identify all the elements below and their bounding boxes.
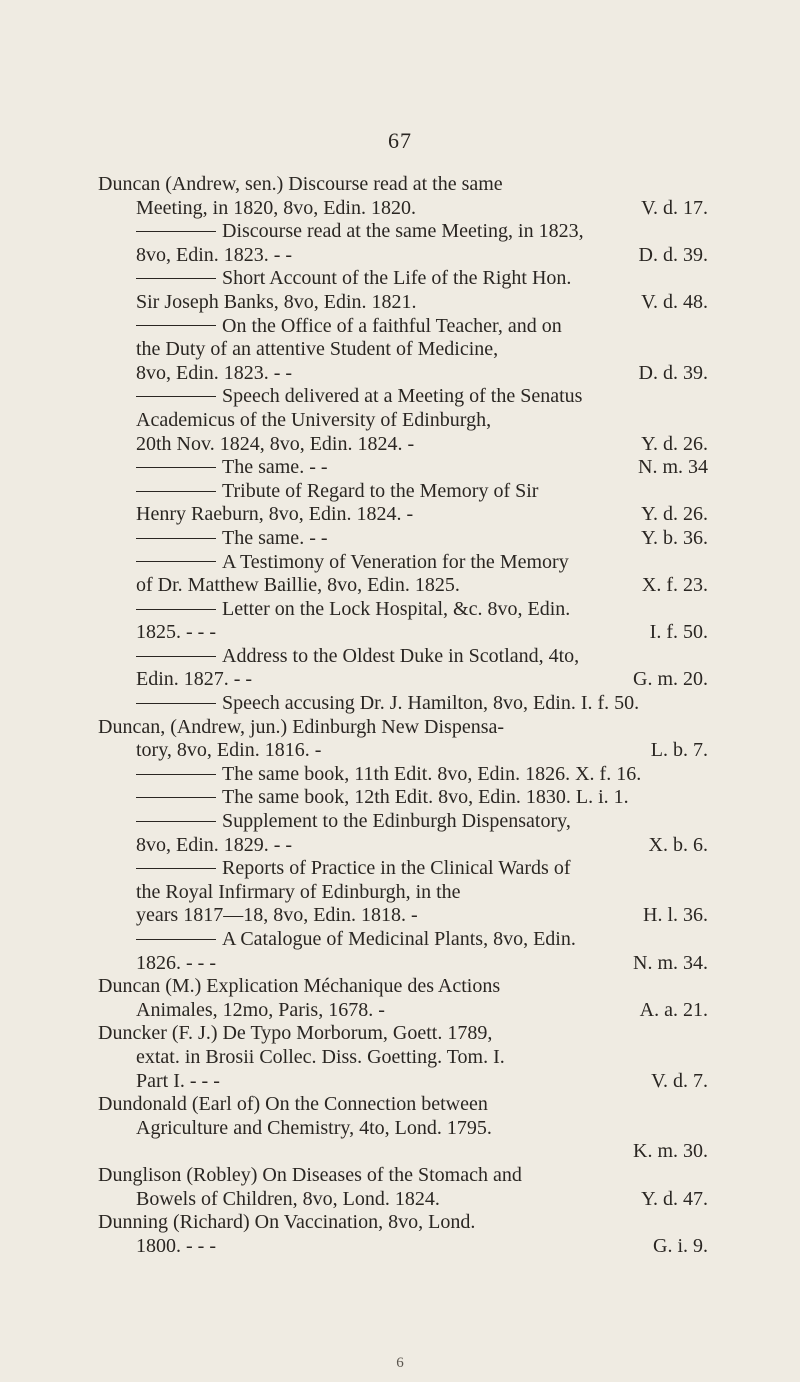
signature-mark: 6 <box>396 1355 404 1371</box>
entry-text: Dundonald (Earl of) On the Connection between <box>98 1093 488 1116</box>
entry-continuation-line <box>98 244 708 268</box>
entry-text: Tribute of Regard to the Memory of Sir <box>222 479 539 502</box>
entry-text: Bowels of Children, 8vo, Lond. 1824. <box>136 1187 440 1210</box>
shelf-mark: X. b. 6. <box>648 833 708 856</box>
catalogue-entry <box>98 857 708 928</box>
catalogue-entry <box>98 763 708 787</box>
entry-text: Duncan, (Andrew, jun.) Edinburgh New Dispensa- <box>98 715 505 738</box>
page-number: 67 <box>388 128 412 153</box>
entry-continuation-line <box>98 1235 708 1259</box>
shelf-mark: Y. d. 26. <box>641 432 708 455</box>
entry-text: Sir Joseph Banks, 8vo, Edin. 1821. <box>136 290 417 313</box>
entry-first-line <box>98 1164 708 1188</box>
catalogue-entry <box>98 975 708 1022</box>
entry-text: The same. - - <box>222 526 328 549</box>
ditto-rule <box>136 821 216 822</box>
entry-first-line <box>98 786 708 810</box>
entry-first-line <box>98 385 708 409</box>
entry-continuation-line <box>98 952 708 976</box>
entry-text: the Royal Infirmary of Edinburgh, in the <box>136 880 461 903</box>
shelf-mark: D. d. 39. <box>638 243 708 266</box>
entry-text: Supplement to the Edinburgh Dispensatory, <box>222 810 571 833</box>
entry-first-line <box>98 315 708 339</box>
entry-first-line <box>98 220 708 244</box>
shelf-mark: H. l. 36. <box>643 904 708 927</box>
ditto-rule <box>136 491 216 492</box>
entry-continuation-line <box>98 197 708 221</box>
shelf-mark: Y. b. 36. <box>641 526 708 549</box>
shelf-mark: L. b. 7. <box>650 739 708 762</box>
entry-text: of Dr. Matthew Baillie, 8vo, Edin. 1825. <box>136 574 460 597</box>
entry-text: Letter on the Lock Hospital, &c. 8vo, Edin. <box>222 597 571 620</box>
entry-text: 1826. - - - <box>136 951 216 974</box>
entry-text: A Testimony of Veneration for the Memory <box>222 550 569 573</box>
entry-text: 8vo, Edin. 1823. - - <box>136 361 293 384</box>
catalogue-entry <box>98 598 708 645</box>
entry-continuation-line <box>98 1188 708 1212</box>
shelf-mark: I. f. 50. <box>649 621 708 644</box>
entry-text: The same book, 12th Edit. 8vo, Edin. 1830. L. i. 1. <box>222 786 629 809</box>
entry-first-line <box>98 173 708 197</box>
catalogue-entry <box>98 692 708 716</box>
catalogue-entry <box>98 551 708 598</box>
catalogue-entry <box>98 220 708 267</box>
ditto-rule <box>136 325 216 326</box>
catalogue-entry <box>98 267 708 314</box>
shelf-mark: G. i. 9. <box>653 1234 708 1257</box>
entry-continuation-line <box>98 668 708 692</box>
catalogue-list <box>98 173 708 1258</box>
shelf-mark: G. m. 20. <box>633 668 708 691</box>
entry-first-line <box>98 456 708 480</box>
entry-text: Dunning (Richard) On Vaccination, 8vo, Lond. <box>98 1211 476 1234</box>
entry-first-line <box>98 1022 708 1046</box>
shelf-mark: N. m. 34 <box>638 456 708 479</box>
catalogue-entry <box>98 1093 708 1164</box>
ditto-rule <box>136 231 216 232</box>
entry-text: Discourse read at the same Meeting, in 1823, <box>222 220 584 243</box>
entry-continuation-line <box>98 338 708 362</box>
entry-continuation-line <box>98 362 708 386</box>
shelf-mark: D. d. 39. <box>638 361 708 384</box>
entry-text: tory, 8vo, Edin. 1816. - <box>136 739 322 762</box>
entry-continuation-line <box>98 1046 708 1070</box>
ditto-rule <box>136 467 216 468</box>
catalogue-entry <box>98 786 708 810</box>
entry-first-line <box>98 598 708 622</box>
entry-continuation-line <box>98 621 708 645</box>
entry-text: Animales, 12mo, Paris, 1678. - <box>136 998 385 1021</box>
entry-first-line <box>98 551 708 575</box>
entry-first-line <box>98 645 708 669</box>
entry-text: Duncker (F. J.) De Typo Morborum, Goett. 1789, <box>98 1022 493 1045</box>
entry-text: Agriculture and Chemistry, 4to, Lond. 1795. <box>136 1116 492 1139</box>
catalogue-entry <box>98 385 708 456</box>
entry-text: Duncan (Andrew, sen.) Discourse read at the same <box>98 173 503 195</box>
shelf-mark: V. d. 17. <box>641 196 708 219</box>
entry-text: Address to the Oldest Duke in Scotland, 4to, <box>222 644 580 667</box>
ditto-rule <box>136 396 216 397</box>
entry-text: On the Office of a faithful Teacher, and on <box>222 314 562 337</box>
entry-continuation-line <box>98 1117 708 1141</box>
entry-continuation-line <box>98 433 708 457</box>
entry-text: 20th Nov. 1824, 8vo, Edin. 1824. - <box>136 432 415 455</box>
entry-text: Speech accusing Dr. J. Hamilton, 8vo, Edin. I. f. 50. <box>222 692 640 715</box>
catalogue-entry <box>98 1211 708 1258</box>
catalogue-entry <box>98 716 708 763</box>
entry-text: Dunglison (Robley) On Diseases of the Stomach and <box>98 1163 522 1186</box>
entry-continuation-line <box>98 1140 708 1164</box>
ditto-rule <box>136 538 216 539</box>
shelf-mark: A. a. 21. <box>639 998 708 1021</box>
catalogue-entry <box>98 645 708 692</box>
entry-first-line <box>98 692 708 716</box>
shelf-mark: Y. d. 26. <box>641 503 708 526</box>
entry-text: the Duty of an attentive Student of Medicine, <box>136 338 499 361</box>
entry-continuation-line <box>98 904 708 928</box>
shelf-mark: K. m. 30. <box>633 1140 708 1163</box>
catalogue-entry <box>98 1022 708 1093</box>
catalogue-entry <box>98 315 708 386</box>
shelf-mark: Y. d. 47. <box>641 1187 708 1210</box>
entry-first-line <box>98 527 708 551</box>
entry-continuation-line <box>98 503 708 527</box>
catalogue-entry <box>98 456 708 480</box>
ditto-rule <box>136 939 216 940</box>
catalogue-entry <box>98 810 708 857</box>
entry-first-line <box>98 857 708 881</box>
entry-text: Academicus of the University of Edinburgh, <box>136 408 492 431</box>
catalogue-entry <box>98 173 708 220</box>
entry-text: Duncan (M.) Explication Méchanique des Actions <box>98 975 501 998</box>
entry-text: years 1817—18, 8vo, Edin. 1818. - <box>136 904 418 927</box>
ditto-rule <box>136 797 216 798</box>
ditto-rule <box>136 656 216 657</box>
entry-continuation-line <box>98 574 708 598</box>
entry-first-line <box>98 1093 708 1117</box>
entry-first-line <box>98 480 708 504</box>
shelf-mark: V. d. 7. <box>651 1069 708 1092</box>
entry-first-line <box>98 716 708 740</box>
ditto-rule <box>136 774 216 775</box>
entry-text: A Catalogue of Medicinal Plants, 8vo, Edin. <box>222 928 576 950</box>
entry-first-line <box>98 810 708 834</box>
entry-text: 8vo, Edin. 1823. - - <box>136 243 293 266</box>
catalogue-entry <box>98 527 708 551</box>
entry-text: Speech delivered at a Meeting of the Senatus <box>222 385 583 408</box>
catalogue-entry <box>98 928 708 975</box>
entry-continuation-line <box>98 739 708 763</box>
entry-text: Henry Raeburn, 8vo, Edin. 1824. - <box>136 503 414 526</box>
entry-text: 1825. - - - <box>136 621 216 644</box>
entry-text: extat. in Brosii Collec. Diss. Goetting. Tom. I. <box>136 1045 505 1068</box>
entry-text: 8vo, Edin. 1829. - - <box>136 833 293 856</box>
entry-first-line <box>98 267 708 291</box>
entry-continuation-line <box>98 291 708 315</box>
entry-text: 1800. - - - <box>136 1234 216 1257</box>
entry-continuation-line <box>98 409 708 433</box>
entry-text: The same book, 11th Edit. 8vo, Edin. 1826. X. f. 16. <box>222 762 642 785</box>
entry-first-line <box>98 928 708 952</box>
entry-continuation-line <box>98 1070 708 1094</box>
shelf-mark: X. f. 23. <box>641 574 708 597</box>
entry-first-line <box>98 763 708 787</box>
entry-continuation-line <box>98 881 708 905</box>
ditto-rule <box>136 703 216 704</box>
ditto-rule <box>136 609 216 610</box>
catalogue-entry <box>98 480 708 527</box>
shelf-mark: N. m. 34. <box>633 951 708 974</box>
entry-first-line <box>98 1211 708 1235</box>
entry-text: Reports of Practice in the Clinical Wards of <box>222 857 571 880</box>
catalogue-entry <box>98 1164 708 1211</box>
entry-text: The same. - - <box>222 456 328 479</box>
entry-text: Part I. - - - <box>136 1069 220 1092</box>
entry-text: Edin. 1827. - - <box>136 668 253 691</box>
entry-continuation-line <box>98 999 708 1023</box>
entry-text: Short Account of the Life of the Right Hon. <box>222 267 572 290</box>
ditto-rule <box>136 278 216 279</box>
ditto-rule <box>136 868 216 869</box>
entry-first-line <box>98 975 708 999</box>
entry-continuation-line <box>98 834 708 858</box>
shelf-mark: V. d. 48. <box>641 290 708 313</box>
ditto-rule <box>136 561 216 562</box>
entry-text: Meeting, in 1820, 8vo, Edin. 1820. <box>136 196 416 219</box>
